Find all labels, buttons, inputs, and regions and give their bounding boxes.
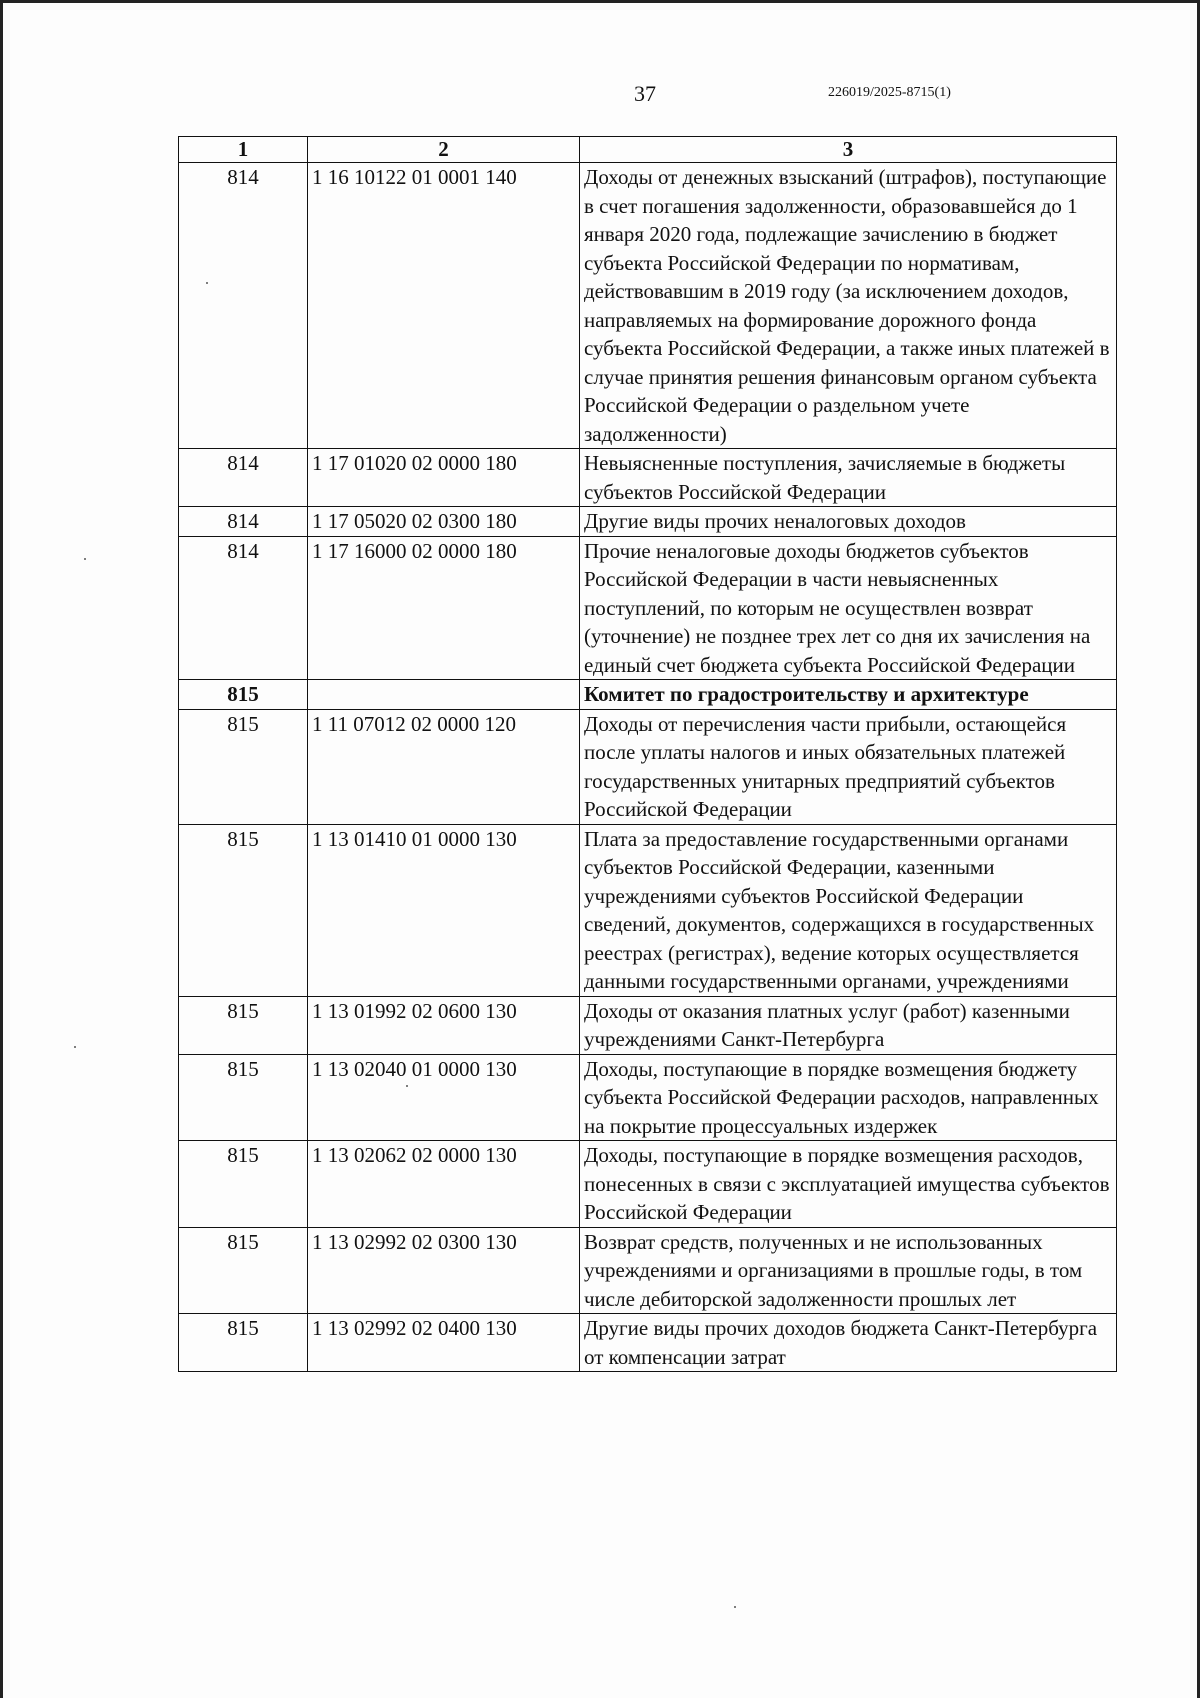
revenue-name-cell: Доходы, поступающие в порядке возмещения бюджету субъекта Российской Федерации расходов, направленных на покрытие процессуальных издержек [580, 1054, 1117, 1141]
admin-code-cell: 815 [179, 1314, 308, 1372]
table-row [179, 824, 1117, 996]
budget-code-cell: 1 13 01410 01 0000 130 [308, 824, 580, 996]
budget-code-cell: 1 13 02062 02 0000 130 [308, 1141, 580, 1228]
table-header-row [179, 137, 1117, 163]
admin-code-cell: 814 [179, 449, 308, 507]
revenue-name-cell: Возврат средств, полученных и не использованных учреждениями и организациями в прошлые годы, в том числе дебиторской задолженности прошлых лет [580, 1227, 1117, 1314]
page-number: 37 [634, 81, 656, 106]
admin-code-cell: 814 [179, 163, 308, 449]
budget-code-cell: 1 13 02992 02 0300 130 [308, 1227, 580, 1314]
admin-code-cell: 815 [179, 1227, 308, 1314]
table-row [179, 1314, 1117, 1372]
revenue-name-cell: Доходы от оказания платных услуг (работ) казенными учреждениями Санкт-Петербурга [580, 996, 1117, 1054]
table-row [179, 1054, 1117, 1141]
table-row [179, 163, 1117, 449]
revenue-name-cell: Доходы от перечисления части прибыли, остающейся после уплаты налогов и иных обязательных платежей государственных унитарных предприятий субъектов Российской Федерации [580, 709, 1117, 824]
revenue-name-cell: Другие виды прочих доходов бюджета Санкт-Петербурга от компенсации затрат [580, 1314, 1117, 1372]
table-row [179, 507, 1117, 537]
revenue-name-cell: Невыясненные поступления, зачисляемые в бюджеты субъектов Российской Федерации [580, 449, 1117, 507]
table-row [179, 1227, 1117, 1314]
table-row [179, 449, 1117, 507]
admin-code-cell: 815 [179, 996, 308, 1054]
admin-code-cell: 815 [179, 824, 308, 996]
document-reference: 226019/2025-8715(1) [828, 85, 951, 100]
table-row [179, 536, 1117, 680]
column-header-3: 3 [580, 137, 1117, 163]
admin-code-cell: 814 [179, 536, 308, 680]
table-row [179, 709, 1117, 824]
admin-code-cell: 814 [179, 507, 308, 537]
budget-code-cell: 1 17 16000 02 0000 180 [308, 536, 580, 680]
budget-code-cell: 1 13 01992 02 0600 130 [308, 996, 580, 1054]
admin-code-cell: 815 [179, 680, 308, 710]
revenue-codes-table [178, 136, 1117, 1372]
admin-code-cell: 815 [179, 1141, 308, 1228]
budget-code-cell [308, 680, 580, 710]
scan-speck [84, 558, 86, 560]
section-title-cell: Комитет по градостроительству и архитектуре [580, 680, 1117, 710]
section-heading-row [179, 680, 1117, 710]
revenue-name-cell: Доходы, поступающие в порядке возмещения расходов, понесенных в связи с эксплуатацией имущества субъектов Российской Федерации [580, 1141, 1117, 1228]
table-row [179, 996, 1117, 1054]
scan-speck [406, 1085, 408, 1087]
budget-code-cell: 1 13 02040 01 0000 130 [308, 1054, 580, 1141]
scan-speck [734, 1606, 736, 1608]
table-row [179, 1141, 1117, 1228]
revenue-name-cell: Доходы от денежных взысканий (штрафов), поступающие в счет погашения задолженности, образовавшейся до 1 января 2020 года, подлежащие зачислению в бюджет субъекта Российской Федерации по нормативам, действовавшим в 2019 году (за исключением доходов, направляемых на формирование дорожного фонда субъекта Российской Федерации, а также иных платежей в случае принятия решения финансовым органом субъекта Российской Федерации о раздельном учете задолженности) [580, 163, 1117, 449]
scan-speck [206, 282, 208, 284]
admin-code-cell: 815 [179, 709, 308, 824]
budget-code-cell: 1 11 07012 02 0000 120 [308, 709, 580, 824]
budget-code-cell: 1 16 10122 01 0001 140 [308, 163, 580, 449]
admin-code-cell: 815 [179, 1054, 308, 1141]
revenue-name-cell: Другие виды прочих неналоговых доходов [580, 507, 1117, 537]
budget-code-cell: 1 17 05020 02 0300 180 [308, 507, 580, 537]
budget-code-cell: 1 17 01020 02 0000 180 [308, 449, 580, 507]
column-header-2: 2 [308, 137, 580, 163]
revenue-name-cell: Прочие неналоговые доходы бюджетов субъектов Российской Федерации в части невыясненных поступлений, по которым не осуществлен возврат (уточнение) не позднее трех лет со дня их зачисления на единый счет бюджета субъекта Российской Федерации [580, 536, 1117, 680]
budget-code-cell: 1 13 02992 02 0400 130 [308, 1314, 580, 1372]
scan-speck [74, 1046, 76, 1048]
revenue-name-cell: Плата за предоставление государственными органами субъектов Российской Федерации, казенными учреждениями субъектов Российской Федерации сведений, документов, содержащихся в государственных реестрах (регистрах), ведение которых осуществляется данными государственными органами, учреждениями [580, 824, 1117, 996]
column-header-1: 1 [179, 137, 308, 163]
